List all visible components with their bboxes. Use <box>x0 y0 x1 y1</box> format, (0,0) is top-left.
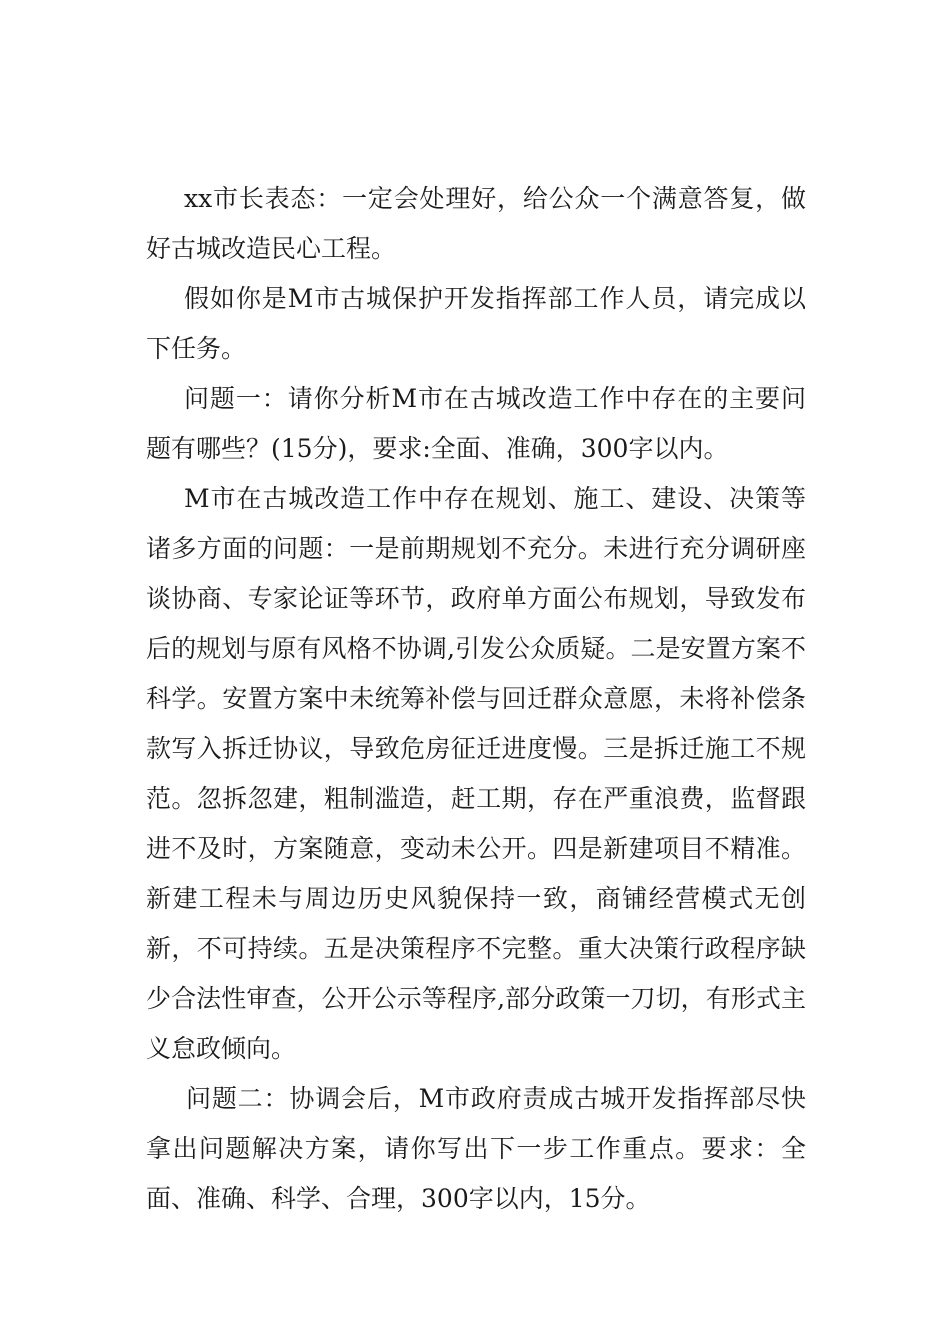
question-two-paragraph: 问题二：协调会后，M市政府责成古城开发指挥部尽快拿出问题解决方案，请你写出下一步工作重点。要求：全面、准确、科学、合理，300字以内，15分。 <box>146 1084 806 1213</box>
mayor-statement-paragraph: xx市长表态：一定会处理好，给公众一个满意答复，做好古城改造民心工程。 <box>146 184 806 263</box>
answer-one-paragraph: M市在古城改造工作中存在规划、施工、建设、决策等诸多方面的问题：一是前期规划不充分。未进行充分调研座谈协商、专家论证等环节，政府单方面公布规划，导致发布后的规划与原有风格不协调,引发公众质疑。二是安置方案不科学。安置方案中未统筹补偿与回迁群众意愿，未将补偿条款写入拆迁协议，导致危房征迁进度慢。三是拆迁施工不规范。忽拆忽建，粗制滥造，赶工期，存在严重浪费，监督跟进不及时，方案随意，变动未公开。四是新建项目不精准。新建工程未与周边历史风貌保持一致，商铺经营模式无创新，不可持续。五是决策程序不完整。重大决策行政程序缺少合法性审查，公开公示等程序,部分政策一刀切，有形式主义怠政倾向。 <box>146 484 806 1063</box>
document-body <box>146 174 806 1224</box>
task-intro-paragraph: 假如你是M市古城保护开发指挥部工作人员，请完成以下任务。 <box>146 284 806 363</box>
question-one-paragraph: 问题一：请你分析M市在古城改造工作中存在的主要问题有哪些？(15分)，要求:全面、准确，300字以内。 <box>146 384 806 463</box>
